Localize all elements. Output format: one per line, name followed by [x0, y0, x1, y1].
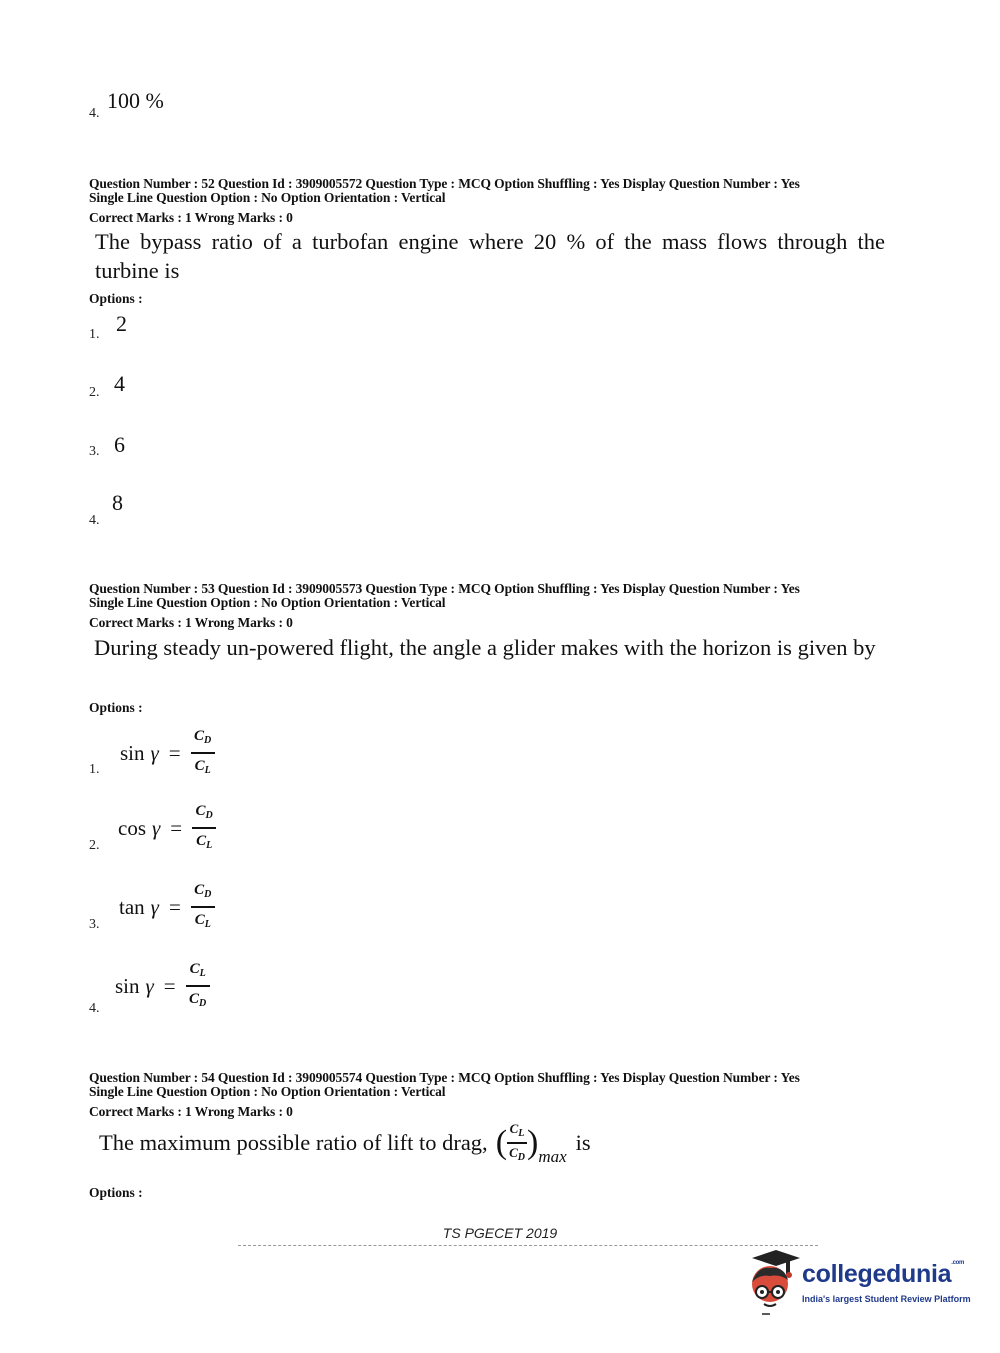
question-meta: Question Number : 53 Question Id : 3909005573 Question Type : MCQ Option Shuffling : Yes Display Question Number : Yes: [89, 581, 800, 596]
equals-sign: =: [168, 740, 181, 765]
options-label: Options :: [89, 1185, 143, 1200]
logo-suffix: .com: [951, 1260, 965, 1266]
trig-function: tan: [119, 894, 145, 919]
denominator: C: [189, 990, 200, 1007]
fraction: [507, 1122, 527, 1164]
numerator-subscript: L: [199, 968, 206, 979]
fraction: [191, 728, 215, 779]
question-text-end: is: [575, 1129, 591, 1155]
denominator: C: [194, 757, 205, 774]
mascot-icon: [740, 1248, 802, 1316]
options-label: Options :: [89, 291, 143, 306]
option-equation: [120, 728, 215, 779]
logo-name-text: collegedunia: [802, 1260, 952, 1288]
fraction-bar: [186, 985, 210, 987]
question-text-start: The maximum possible ratio of lift to drag,: [99, 1129, 488, 1155]
numerator-subscript: D: [204, 735, 212, 746]
fraction-bar: [191, 906, 215, 908]
option-value: 100 %: [107, 88, 164, 113]
gamma-symbol: γ: [150, 894, 159, 919]
gamma-symbol: γ: [145, 973, 154, 998]
numerator-subscript: D: [204, 889, 212, 900]
options-label: Options :: [89, 700, 143, 715]
fraction-bar: [191, 752, 215, 754]
right-paren: ): [527, 1123, 539, 1161]
question-meta-options: Single Line Question Option : No Option Orientation : Vertical: [89, 190, 446, 205]
question-meta-options: Single Line Question Option : No Option Orientation : Vertical: [89, 595, 446, 610]
trig-function: sin: [115, 973, 140, 998]
option-number: 1.: [89, 327, 100, 342]
option-number: 4.: [89, 106, 100, 121]
denominator-subscript: D: [517, 1151, 525, 1163]
question-meta: Question Number : 54 Question Id : 3909005574 Question Type : MCQ Option Shuffling : Yes Display Question Number : Yes: [89, 1070, 800, 1085]
numerator-subscript: L: [518, 1128, 525, 1139]
option-value: 4: [114, 371, 125, 396]
question-text: [99, 1122, 591, 1164]
equals-sign: =: [163, 973, 176, 998]
fraction: [186, 961, 210, 1012]
option-number: 3.: [89, 444, 100, 459]
question-meta: Question Number : 52 Question Id : 3909005572 Question Type : MCQ Option Shuffling : Yes Display Question Number : Yes: [89, 176, 800, 191]
trig-function: sin: [120, 740, 145, 765]
trig-function: cos: [118, 815, 146, 840]
question-meta-options: Single Line Question Option : No Option Orientation : Vertical: [89, 1084, 446, 1099]
option-number: 2.: [89, 838, 100, 853]
option-equation: [115, 961, 210, 1012]
denominator: C: [196, 832, 207, 849]
gamma-symbol: γ: [152, 815, 161, 840]
left-paren: (: [495, 1123, 508, 1161]
denominator-subscript: D: [199, 997, 207, 1009]
option-value: 8: [112, 490, 123, 515]
question-marks: Correct Marks : 1 Wrong Marks : 0: [89, 1104, 293, 1119]
fraction-bar: [507, 1142, 527, 1144]
option-number: 3.: [89, 917, 100, 932]
fraction: [192, 803, 216, 854]
denominator-subscript: L: [206, 839, 213, 851]
option-number: 4.: [89, 513, 100, 528]
option-number: 1.: [89, 762, 100, 777]
numerator: C: [194, 728, 205, 744]
denominator: C: [509, 1144, 518, 1160]
option-equation: [119, 882, 215, 933]
question-marks: Correct Marks : 1 Wrong Marks : 0: [89, 210, 293, 225]
fraction-bar: [192, 827, 216, 829]
option-number: 2.: [89, 385, 100, 400]
footer-title: TS PGECET 2019: [442, 1225, 558, 1241]
question-text: The bypass ratio of a turbofan engine where 20 % of the mass flows through the turbine is: [95, 229, 885, 283]
question-text: During steady un-powered flight, the angle a glider makes with the horizon is given by: [94, 635, 876, 660]
logo-name: [802, 1260, 964, 1289]
equals-sign: =: [170, 815, 183, 840]
collegedunia-logo: [740, 1248, 970, 1316]
denominator-subscript: L: [204, 764, 211, 776]
fraction: [191, 882, 215, 933]
numerator: C: [509, 1121, 519, 1136]
footer-divider: [238, 1245, 818, 1246]
numerator-subscript: D: [205, 810, 213, 821]
numerator: C: [189, 961, 200, 977]
logo-tagline: India's largest Student Review Platform: [802, 1294, 971, 1304]
option-value: 6: [114, 432, 125, 457]
numerator: C: [195, 803, 206, 819]
max-subscript: max: [538, 1146, 567, 1166]
question-marks: Correct Marks : 1 Wrong Marks : 0: [89, 615, 293, 630]
option-number: 4.: [89, 1001, 100, 1016]
numerator: C: [194, 882, 205, 898]
denominator: C: [194, 911, 205, 928]
option-value: 2: [116, 311, 127, 336]
option-equation: [118, 803, 216, 854]
equals-sign: =: [168, 894, 181, 919]
gamma-symbol: γ: [150, 740, 159, 765]
denominator-subscript: L: [204, 918, 211, 930]
